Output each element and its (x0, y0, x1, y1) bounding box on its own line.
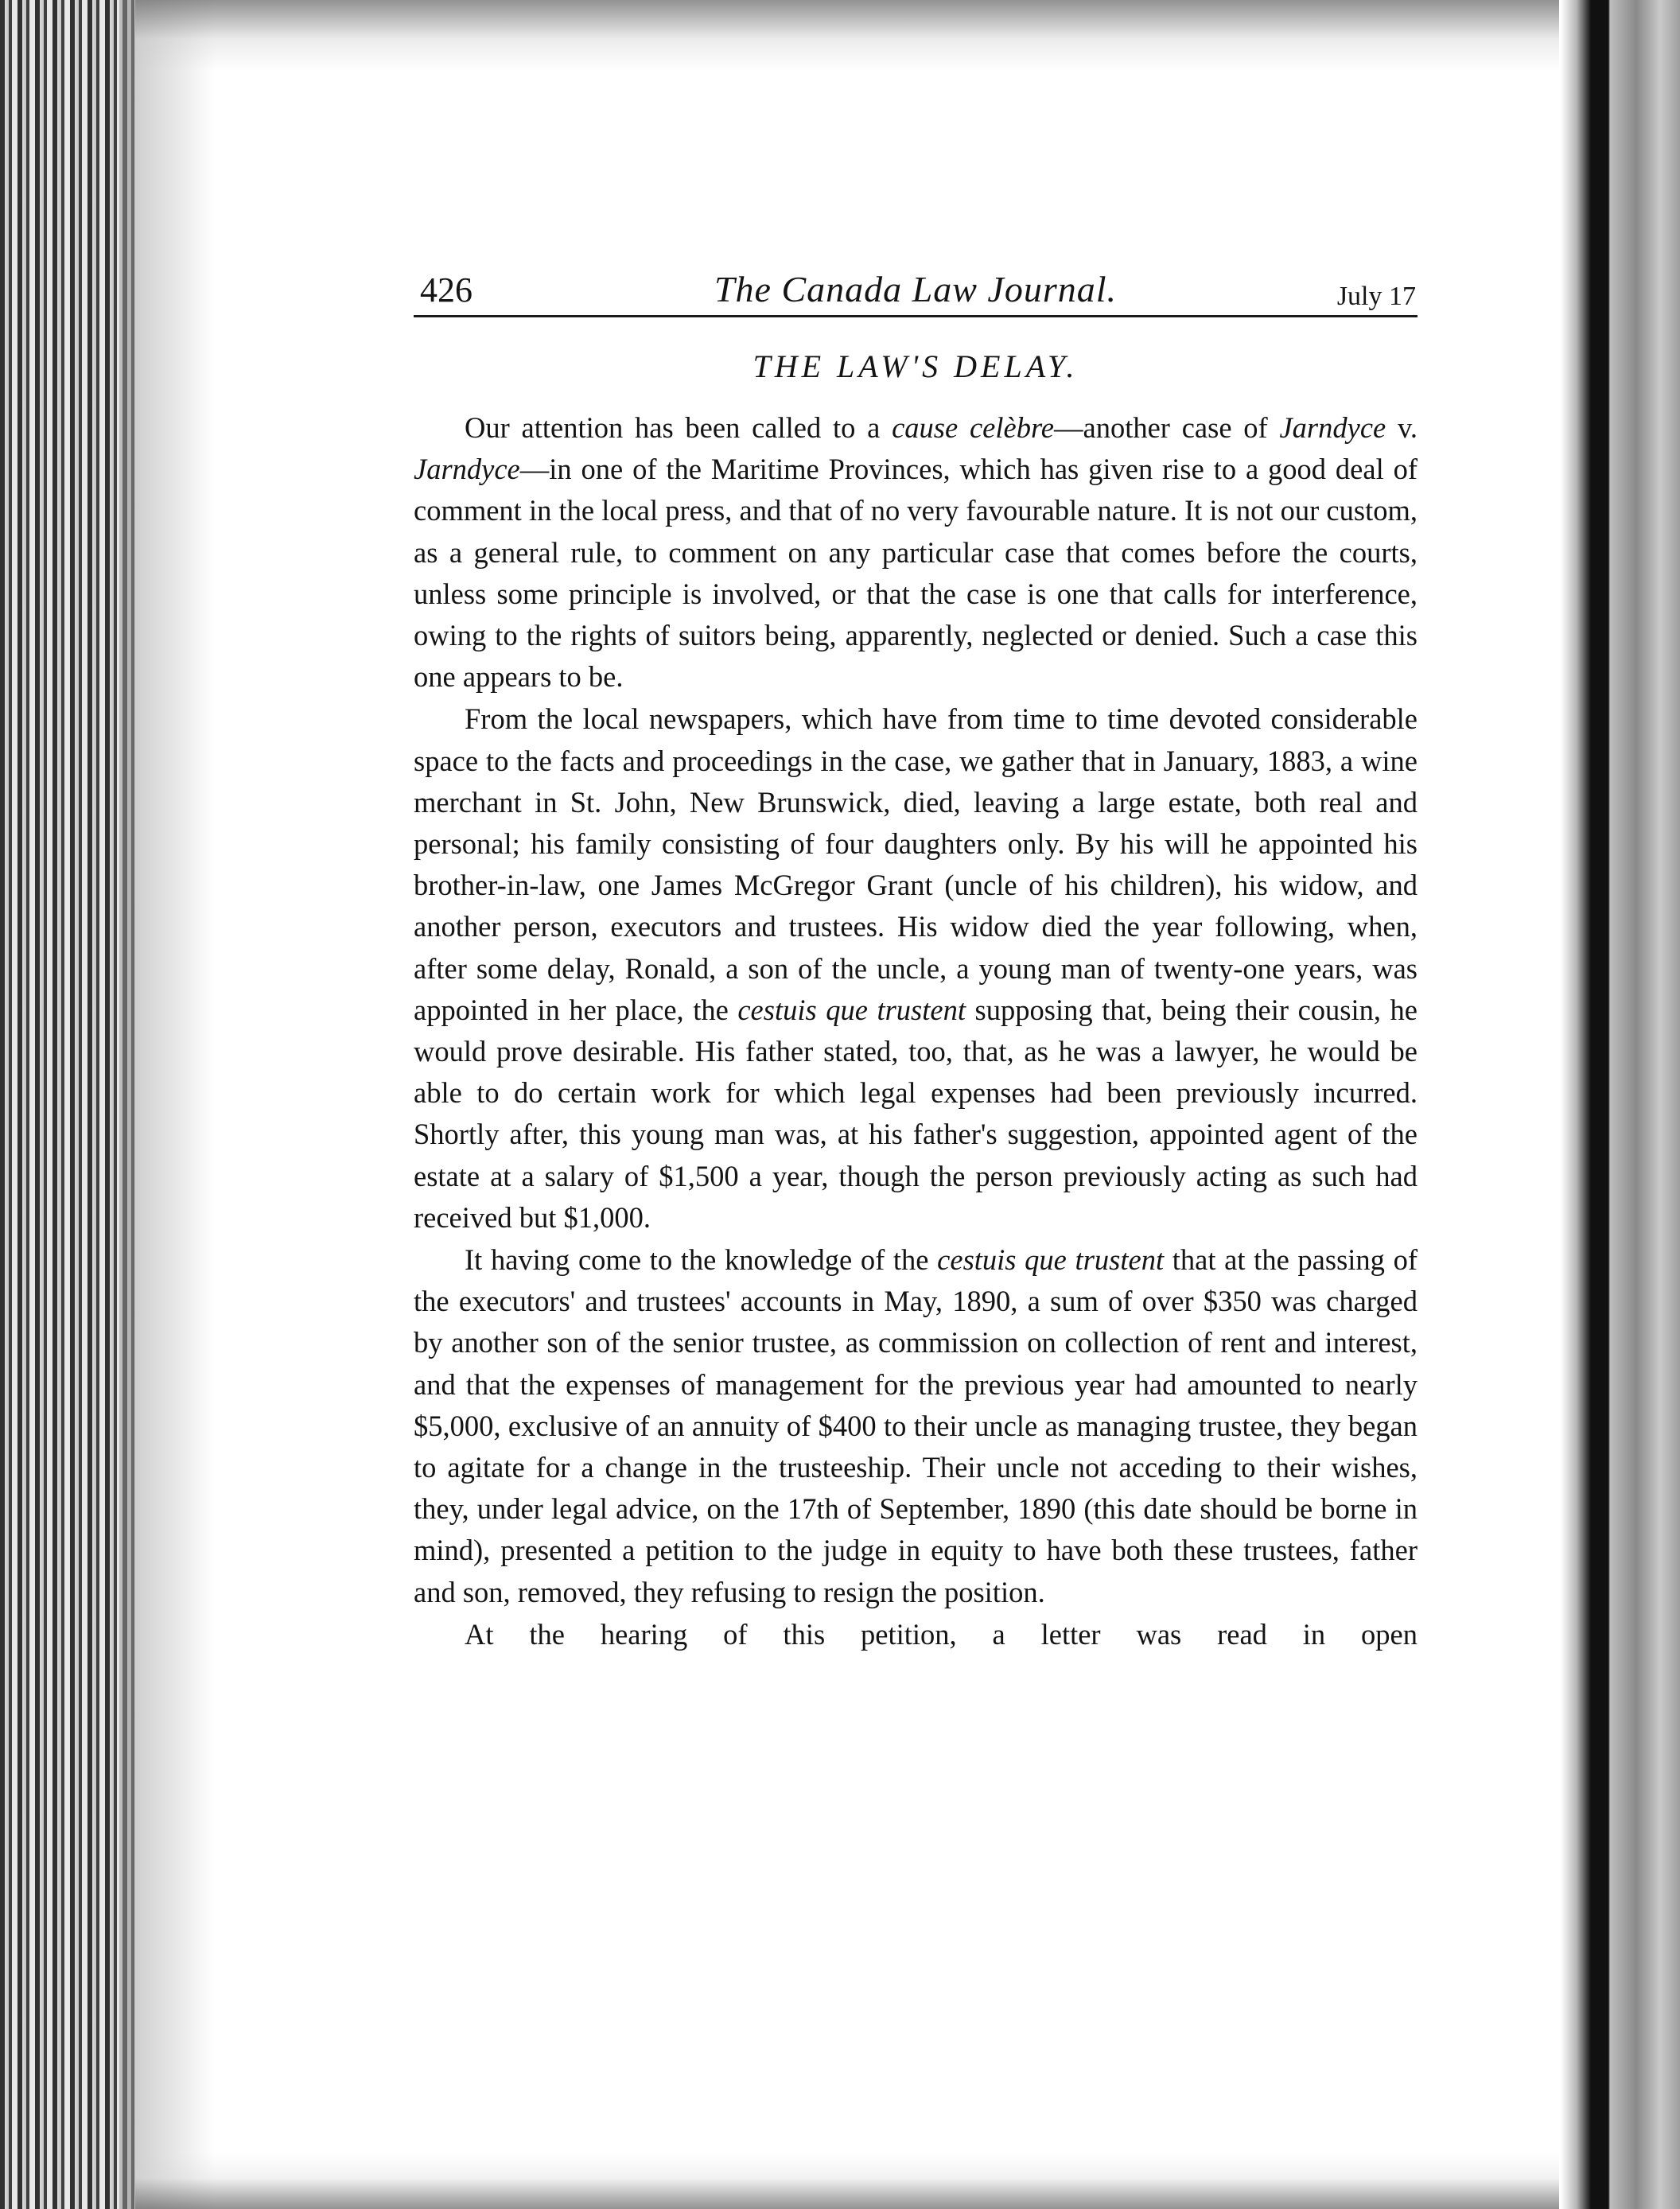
italic-term-jarndyce-2: Jarndyce (414, 453, 520, 486)
scan-bottom-edge (135, 2153, 1559, 2209)
running-head (414, 263, 1418, 317)
journal-page (414, 263, 1418, 1655)
paragraph-1-mid: —another case of (1054, 411, 1280, 444)
scan-right-edge (1561, 0, 1680, 2209)
paragraph-2-rest: supposing that, being their cousin, he would prove desirable. His father stated, too, that, as he was a lawyer, he would be able to do certain work for which legal expenses had been previously incurred. Shortly after, this young man was, at his father's suggestion, appointed agent of the estate at a salary of $1,500 a year, though the person previously acting as such had received but $1,000. (414, 993, 1418, 1234)
journal-title: The Canada Law Journal. (714, 269, 1118, 309)
paragraph-1 (414, 407, 1418, 698)
italic-term-jarndyce-1: Jarndyce (1279, 411, 1386, 444)
article-body (414, 407, 1418, 1655)
paragraph-3 (414, 1239, 1418, 1613)
italic-term-cestuis-que-trustent-2: cestuis que trustent (937, 1243, 1165, 1277)
issue-date: July 17 (1336, 282, 1416, 311)
paragraph-1-versus: v. (1386, 411, 1418, 444)
paragraph-2 (414, 698, 1418, 1239)
paragraph-2-intro: From the local newspapers, which have from time to time devoted considerable space to the facts and proceedings in the case, we gather that in January, 1883, a wine merchant in St. John, New Brunswick, died, leaving a large estate, both real and personal; his family consisting of four daughters only. By his will he appointed his brother-in-law, one James McGregor Grant (uncle of his children), his widow, and another person, executors and trustees. His widow died the year following, when, after some delay, Ronald, a son of the uncle, a young man of twenty-one years, was appointed in her place, the (414, 702, 1418, 1026)
article-title: THE LAW'S DELAY. (752, 348, 1079, 384)
scan-left-shadow (119, 0, 215, 2209)
paragraph-1-rest: —in one of the Maritime Provinces, which has given rise to a good deal of comment in the local press, and that of no very favourable nature. It is not our custom, as a general rule, to comment on any particular case that comes before the courts, unless some principle is involved, or that the case is one that calls for interference, owing to the rights of suitors being, apparently, neglected or denied. Such a case this one appears to be. (414, 453, 1418, 694)
scan-left-edge (0, 0, 135, 2209)
italic-term-cestuis-que-trustent: cestuis que trustent (737, 993, 966, 1026)
paragraph-3-intro: It having come to the knowledge of the (465, 1243, 938, 1277)
paragraph-4: At the hearing of this petition, a letter was read in open (465, 1617, 1418, 1651)
italic-term-cause-celebre: cause celèbre (892, 411, 1055, 444)
page-number: 426 (420, 270, 472, 309)
paragraph-1-intro: Our attention has been called to a (465, 411, 892, 444)
paragraph-3-rest: that at the passing of the executors' and trustees' accounts in May, 1890, a sum of over $350 was charged by another son of the senior trustee, as commission on collection of rent and interest, and that the expenses of management for the previous year had amounted to nearly $5,000, exclusive of an annuity of $400 to their uncle as managing trustee, they began to agitate for a change in the trusteeship. Their uncle not acceding to their wishes, they, under legal advice, on the 17th of September, 1890 (this date should be borne in mind), presented a petition to the judge in equity to have both these trustees, father and son, removed, they refusing to resign the position. (414, 1243, 1418, 1608)
scan-top-edge (135, 0, 1559, 72)
